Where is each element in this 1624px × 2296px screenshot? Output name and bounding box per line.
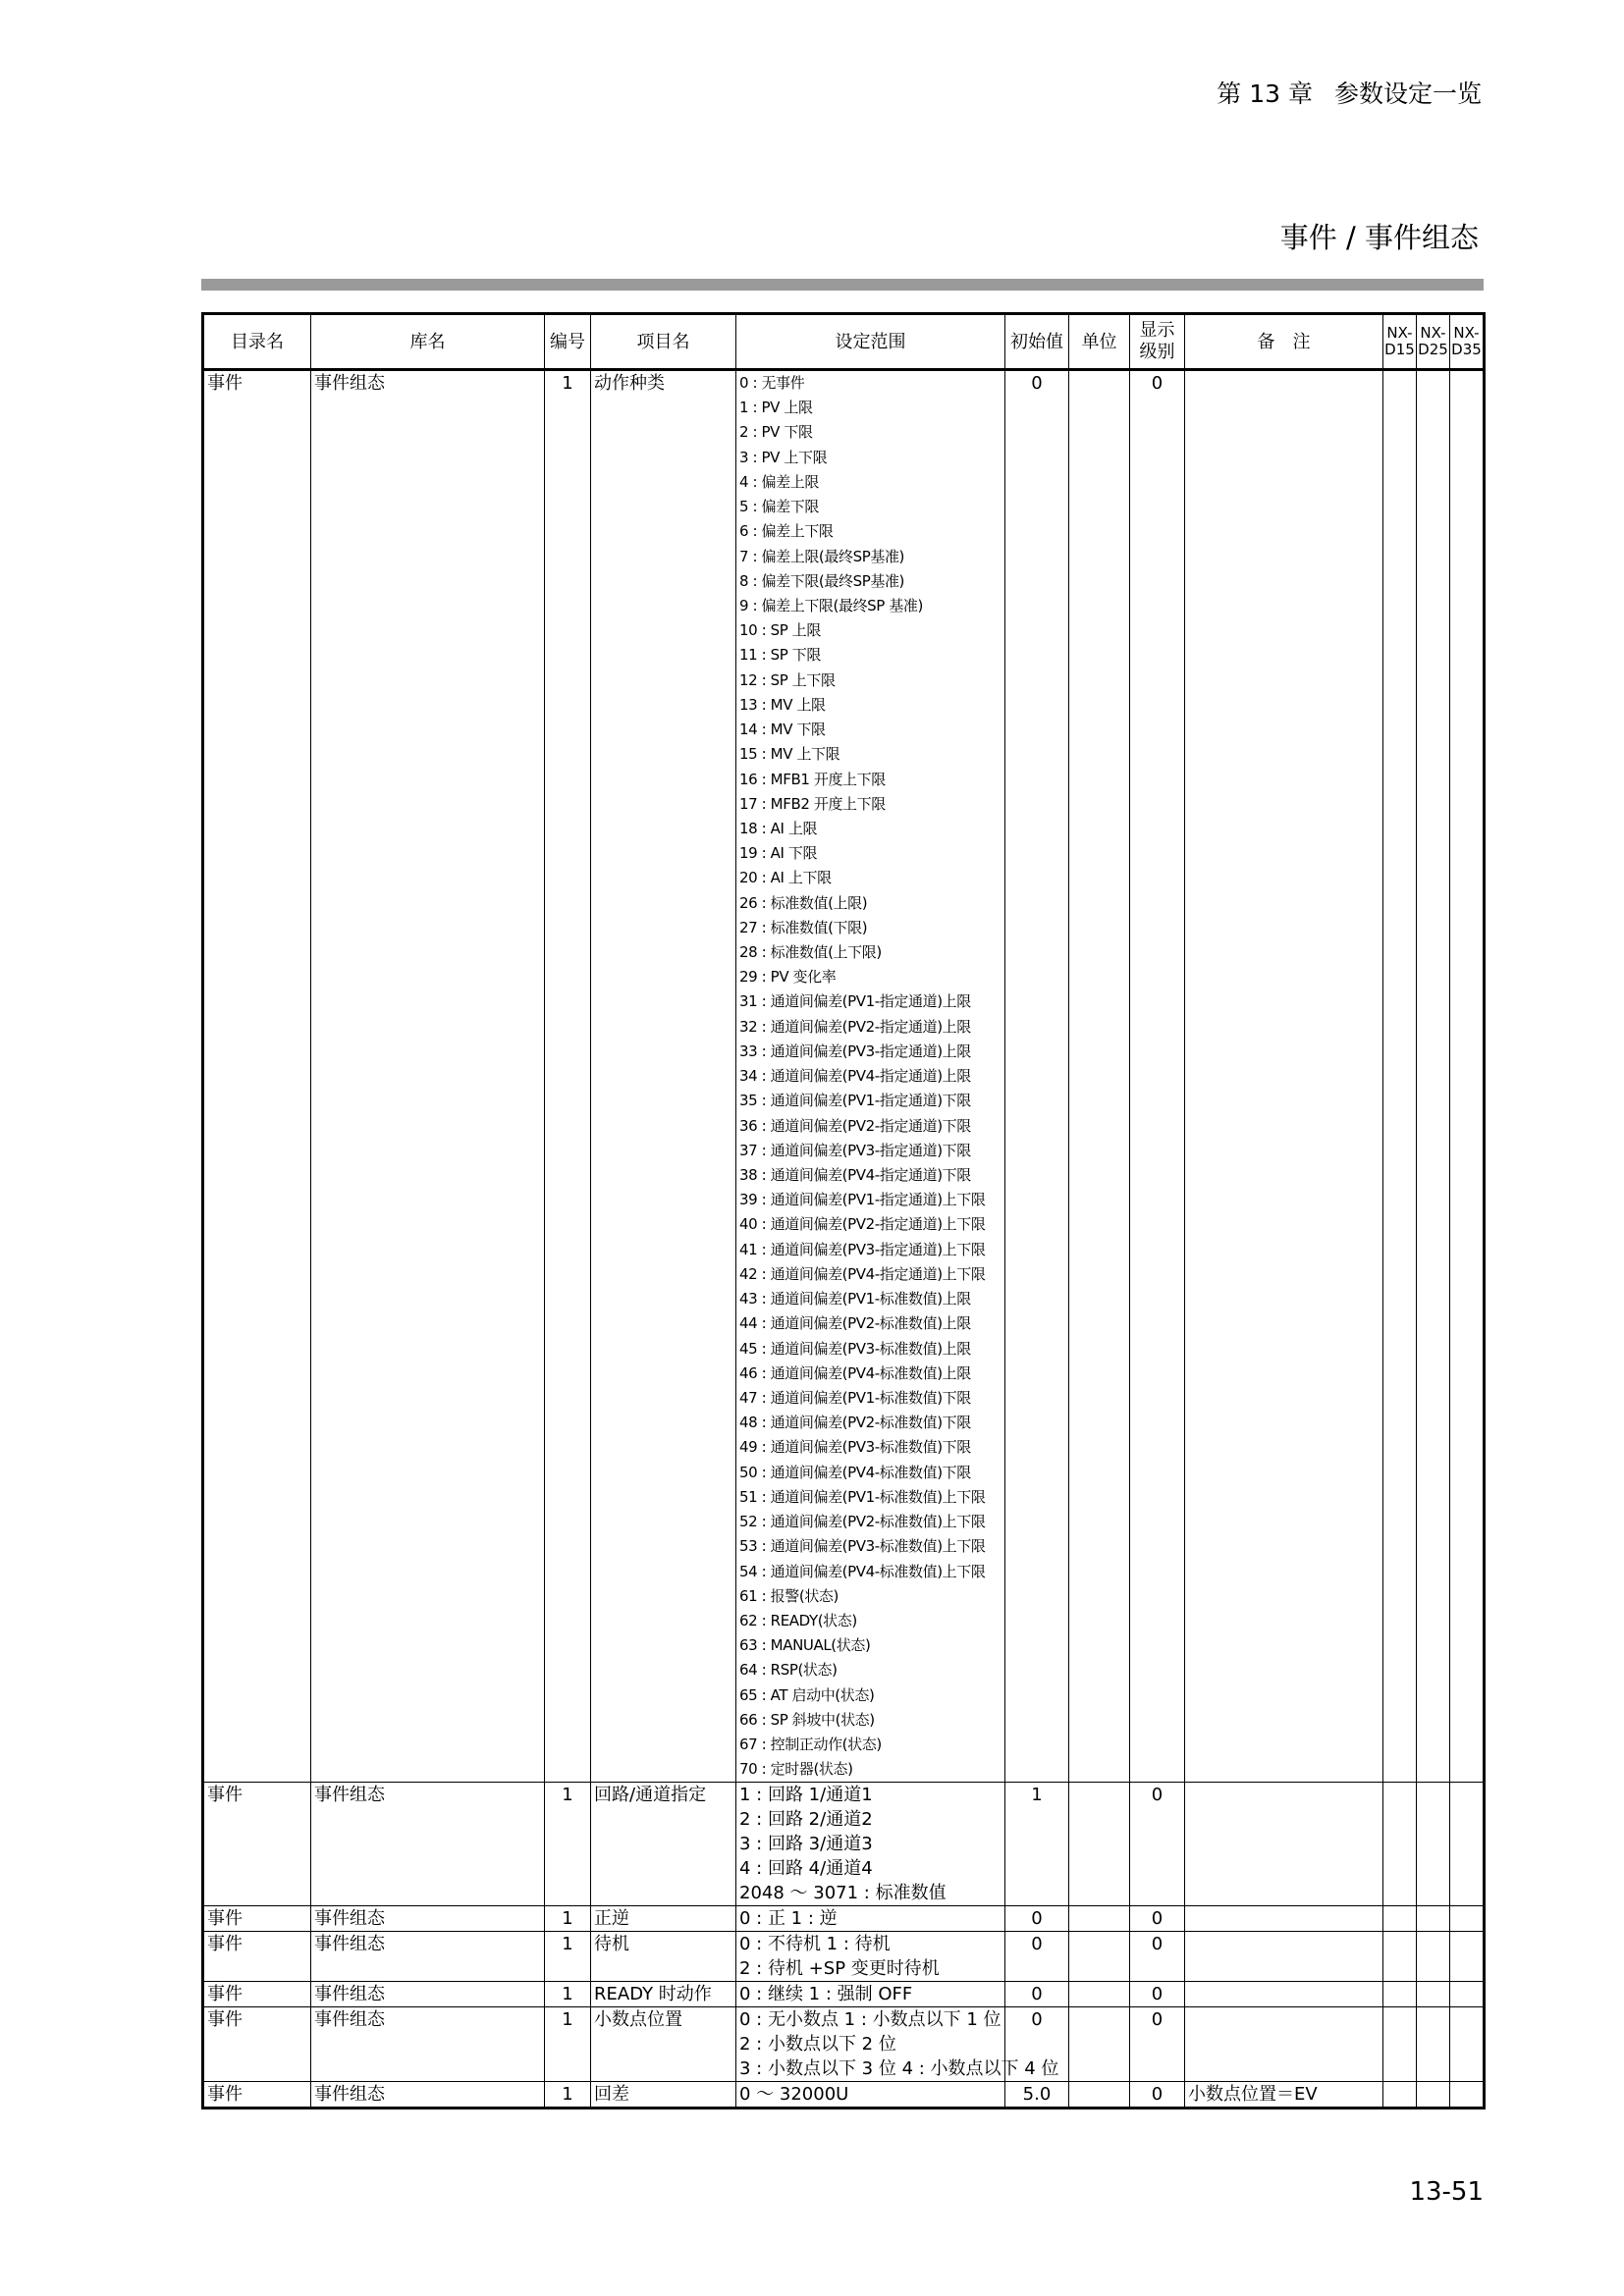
header-nx-prefix: NX- xyxy=(1420,324,1446,342)
header-range: 设定范围 xyxy=(736,314,1005,370)
range-option: 2048 ～ 3071 : 标准数值 xyxy=(739,1883,947,1904)
range-option: 11 : SP 下限 xyxy=(739,646,822,665)
cell-nx-d35 xyxy=(1450,2007,1485,2082)
cell-number: 1 xyxy=(545,1906,591,1932)
range-option: 34 : 通道间偏差(PV4-指定通道)上限 xyxy=(739,1067,971,1086)
cell-nx-d15 xyxy=(1383,1932,1417,1982)
range-option: 0 : 继续 1 : 强制 OFF xyxy=(739,1984,913,2005)
cell-remarks: 小数点位置＝EV xyxy=(1185,2082,1383,2109)
header-unit: 单位 xyxy=(1069,314,1130,370)
cell-nx-d25 xyxy=(1417,1982,1450,2007)
table-row xyxy=(203,1982,1485,2007)
cell-unit xyxy=(1069,1783,1130,1906)
range-option: 17 : MFB2 开度上下限 xyxy=(739,794,886,813)
cell-item: 动作种类 xyxy=(591,370,736,1783)
cell-nx-d35 xyxy=(1450,1932,1485,1982)
range-option: 31 : 通道间偏差(PV1-指定通道)上限 xyxy=(739,992,971,1011)
cell-level: 0 xyxy=(1130,1932,1185,1982)
range-option: 66 : SP 斜坡中(状态) xyxy=(739,1710,875,1729)
cell-level: 0 xyxy=(1130,1982,1185,2007)
cell-library: 事件组态 xyxy=(311,2082,545,2109)
range-option: 9 : 偏差上下限(最终SP 基准) xyxy=(739,596,923,614)
cell-level: 0 xyxy=(1130,2007,1185,2082)
cell-number: 1 xyxy=(545,2082,591,2109)
cell-initial: 5.0 xyxy=(1005,2082,1069,2109)
range-option: 54 : 通道间偏差(PV4-标准数值)上下限 xyxy=(739,1562,986,1580)
table-row xyxy=(203,2082,1485,2109)
cell-unit xyxy=(1069,370,1130,1783)
chapter-number: 第 13 章 xyxy=(1217,80,1313,108)
chapter-title: 参数设定一览 xyxy=(1333,80,1482,108)
range-option: 49 : 通道间偏差(PV3-标准数值)下限 xyxy=(739,1438,971,1457)
range-option: 5 : 偏差下限 xyxy=(739,498,819,516)
header-d15: D15 xyxy=(1384,341,1415,358)
range-option: 3 : 回路 3/通道3 xyxy=(739,1834,873,1855)
header-d35: D35 xyxy=(1451,341,1482,358)
range-option: 32 : 通道间偏差(PV2-指定通道)上限 xyxy=(739,1017,971,1036)
range-option: 18 : AI 上限 xyxy=(739,819,818,837)
cell-initial: 0 xyxy=(1005,2007,1069,2082)
cell-library: 事件组态 xyxy=(311,1906,545,1932)
header-remarks: 备 注 xyxy=(1185,314,1383,370)
cell-nx-d35 xyxy=(1450,1906,1485,1932)
range-option: 8 : 偏差下限(最终SP基准) xyxy=(739,571,905,590)
range-option: 47 : 通道间偏差(PV1-标准数值)下限 xyxy=(739,1388,971,1407)
cell-catalog: 事件 xyxy=(203,370,311,1783)
range-option: 20 : AI 上下限 xyxy=(739,869,832,887)
header-level-line1: 显示 xyxy=(1139,320,1175,341)
cell-initial: 0 xyxy=(1005,1982,1069,2007)
cell-unit xyxy=(1069,2007,1130,2082)
header-initial: 初始值 xyxy=(1005,314,1069,370)
cell-range xyxy=(736,2007,1059,2082)
range-option: 40 : 通道间偏差(PV2-指定通道)上下限 xyxy=(739,1215,986,1234)
cell-remarks xyxy=(1185,2007,1383,2082)
cell-remarks xyxy=(1185,1932,1383,1982)
cell-catalog: 事件 xyxy=(203,1982,311,2007)
cell-number: 1 xyxy=(545,1982,591,2007)
range-option: 0 : 正 1 : 逆 xyxy=(739,1908,838,1930)
range-option: 3 : 小数点以下 3 位 4 : 小数点以下 4 位 xyxy=(739,2058,1059,2080)
cell-library: 事件组态 xyxy=(311,1982,545,2007)
range-option: 13 : MV 上限 xyxy=(739,695,826,714)
range-option: 45 : 通道间偏差(PV3-标准数值)上限 xyxy=(739,1339,971,1358)
range-option: 0 : 无事件 xyxy=(739,374,805,392)
range-option: 29 : PV 变化率 xyxy=(739,968,837,987)
range-option: 2 : 小数点以下 2 位 xyxy=(739,2034,896,2056)
cell-level: 0 xyxy=(1130,370,1185,1783)
cell-range xyxy=(736,1932,1005,1982)
range-option: 28 : 标准数值(上下限) xyxy=(739,943,882,962)
header-nx-d15 xyxy=(1383,314,1417,370)
cell-nx-d35 xyxy=(1450,1783,1485,1906)
range-option: 6 : 偏差上下限 xyxy=(739,522,834,541)
table-row xyxy=(203,1783,1485,1906)
cell-range xyxy=(736,370,1005,1783)
table-row xyxy=(203,370,1485,1783)
range-option: 70 : 定时器(状态) xyxy=(739,1760,853,1779)
cell-initial: 0 xyxy=(1005,370,1069,1783)
cell-unit xyxy=(1069,1932,1130,1982)
range-option: 63 : MANUAL(状态) xyxy=(739,1636,871,1655)
range-option: 16 : MFB1 开度上下限 xyxy=(739,770,886,788)
cell-nx-d25 xyxy=(1417,1906,1450,1932)
cell-range xyxy=(736,1982,1005,2007)
cell-range xyxy=(736,2082,1005,2109)
header-nx-d35 xyxy=(1450,314,1485,370)
range-option: 62 : READY(状态) xyxy=(739,1611,857,1629)
range-option: 46 : 通道间偏差(PV4-标准数值)上限 xyxy=(739,1363,971,1382)
cell-catalog: 事件 xyxy=(203,2082,311,2109)
range-option: 48 : 通道间偏差(PV2-标准数值)下限 xyxy=(739,1414,971,1432)
cell-catalog: 事件 xyxy=(203,1783,311,1906)
range-option: 12 : SP 上下限 xyxy=(739,670,836,689)
cell-nx-d25 xyxy=(1417,2082,1450,2109)
range-option: 65 : AT 启动中(状态) xyxy=(739,1685,875,1704)
cell-item: 待机 xyxy=(591,1932,736,1982)
range-option: 2 : PV 下限 xyxy=(739,423,813,442)
range-option: 0 : 不待机 1 : 待机 xyxy=(739,1934,891,1955)
page-number: 13-51 xyxy=(1409,2177,1484,2207)
cell-remarks xyxy=(1185,1783,1383,1906)
parameter-table xyxy=(201,312,1486,2109)
cell-nx-d15 xyxy=(1383,2007,1417,2082)
cell-nx-d25 xyxy=(1417,370,1450,1783)
cell-library: 事件组态 xyxy=(311,370,545,1783)
cell-library: 事件组态 xyxy=(311,1932,545,1982)
cell-remarks xyxy=(1185,1982,1383,2007)
range-option: 43 : 通道间偏差(PV1-标准数值)上限 xyxy=(739,1290,971,1308)
header-d25: D25 xyxy=(1418,341,1448,358)
range-option: 4 : 偏差上限 xyxy=(739,472,819,491)
range-option: 35 : 通道间偏差(PV1-指定通道)下限 xyxy=(739,1092,971,1110)
cell-nx-d15 xyxy=(1383,1906,1417,1932)
header-nx-d25 xyxy=(1417,314,1450,370)
cell-unit xyxy=(1069,1906,1130,1932)
range-option: 4 : 回路 4/通道4 xyxy=(739,1858,873,1880)
cell-item: READY 时动作 xyxy=(591,1982,736,2007)
range-option: 44 : 通道间偏差(PV2-标准数值)上限 xyxy=(739,1314,971,1333)
cell-catalog: 事件 xyxy=(203,1932,311,1982)
cell-nx-d25 xyxy=(1417,2007,1450,2082)
range-option: 53 : 通道间偏差(PV3-标准数值)上下限 xyxy=(739,1537,986,1556)
range-option: 64 : RSP(状态) xyxy=(739,1661,838,1680)
range-option: 67 : 控制正动作(状态) xyxy=(739,1735,882,1754)
range-option: 61 : 报警(状态) xyxy=(739,1586,839,1605)
cell-level: 0 xyxy=(1130,1906,1185,1932)
range-option: 1 : PV 上限 xyxy=(739,399,813,417)
table-row xyxy=(203,2007,1485,2082)
cell-range xyxy=(736,1906,1005,1932)
cell-library: 事件组态 xyxy=(311,1783,545,1906)
range-option: 10 : SP 上限 xyxy=(739,621,822,640)
range-option: 33 : 通道间偏差(PV3-指定通道)上限 xyxy=(739,1041,971,1060)
cell-number: 1 xyxy=(545,1932,591,1982)
section-title: 事件 / 事件组态 xyxy=(1279,221,1479,254)
cell-item: 小数点位置 xyxy=(591,2007,736,2082)
table-row xyxy=(203,1906,1485,1932)
cell-nx-d35 xyxy=(1450,370,1485,1783)
cell-number: 1 xyxy=(545,1783,591,1906)
cell-number: 1 xyxy=(545,370,591,1783)
cell-nx-d15 xyxy=(1383,370,1417,1783)
cell-unit xyxy=(1069,1982,1130,2007)
range-option: 1 : 回路 1/通道1 xyxy=(739,1785,873,1806)
range-option: 36 : 通道间偏差(PV2-指定通道)下限 xyxy=(739,1116,971,1135)
header-nx-prefix: NX- xyxy=(1453,324,1480,342)
cell-nx-d15 xyxy=(1383,1982,1417,2007)
header-item: 项目名 xyxy=(591,314,736,370)
cell-catalog: 事件 xyxy=(203,2007,311,2082)
header-nx-prefix: NX- xyxy=(1386,324,1413,342)
range-option: 26 : 标准数值(上限) xyxy=(739,893,868,912)
range-option: 41 : 通道间偏差(PV3-指定通道)上下限 xyxy=(739,1240,986,1258)
range-option: 3 : PV 上下限 xyxy=(739,448,828,466)
cell-item: 正逆 xyxy=(591,1906,736,1932)
range-option: 2 : 待机 +SP 变更时待机 xyxy=(739,1958,940,1980)
cell-item: 回路/通道指定 xyxy=(591,1783,736,1906)
range-option: 0 ～ 32000U xyxy=(739,2084,849,2106)
cell-catalog: 事件 xyxy=(203,1906,311,1932)
range-option: 39 : 通道间偏差(PV1-指定通道)上下限 xyxy=(739,1191,986,1209)
cell-initial: 1 xyxy=(1005,1783,1069,1906)
cell-range xyxy=(736,1783,1005,1906)
range-option: 51 : 通道间偏差(PV1-标准数值)上下限 xyxy=(739,1487,986,1506)
cell-level: 0 xyxy=(1130,2082,1185,2109)
cell-nx-d35 xyxy=(1450,2082,1485,2109)
cell-number: 1 xyxy=(545,2007,591,2082)
range-option: 0 : 无小数点 1 : 小数点以下 1 位 xyxy=(739,2009,1001,2031)
range-option: 27 : 标准数值(下限) xyxy=(739,918,868,936)
header-number: 编号 xyxy=(545,314,591,370)
cell-item: 回差 xyxy=(591,2082,736,2109)
header-divider-bar xyxy=(201,279,1484,291)
header-library: 库名 xyxy=(311,314,545,370)
cell-nx-d35 xyxy=(1450,1982,1485,2007)
cell-initial: 0 xyxy=(1005,1932,1069,1982)
range-option: 19 : AI 下限 xyxy=(739,844,818,863)
cell-level: 0 xyxy=(1130,1783,1185,1906)
cell-remarks xyxy=(1185,370,1383,1783)
cell-nx-d15 xyxy=(1383,1783,1417,1906)
range-option: 38 : 通道间偏差(PV4-指定通道)下限 xyxy=(739,1166,971,1184)
range-option: 15 : MV 上下限 xyxy=(739,745,840,764)
header-level xyxy=(1130,314,1185,370)
header-catalog: 目录名 xyxy=(203,314,311,370)
cell-nx-d15 xyxy=(1383,2082,1417,2109)
cell-remarks xyxy=(1185,1906,1383,1932)
cell-nx-d25 xyxy=(1417,1932,1450,1982)
range-option: 2 : 回路 2/通道2 xyxy=(739,1809,873,1831)
header-level-line2: 级别 xyxy=(1139,342,1175,362)
range-option: 52 : 通道间偏差(PV2-标准数值)上下限 xyxy=(739,1513,986,1531)
cell-unit xyxy=(1069,2082,1130,2109)
chapter-heading xyxy=(1207,75,1482,110)
range-option: 50 : 通道间偏差(PV4-标准数值)下限 xyxy=(739,1463,971,1481)
cell-library: 事件组态 xyxy=(311,2007,545,2082)
table-row xyxy=(203,1932,1485,1982)
range-option: 37 : 通道间偏差(PV3-指定通道)下限 xyxy=(739,1141,971,1159)
cell-nx-d25 xyxy=(1417,1783,1450,1906)
table-header-row xyxy=(203,314,1485,370)
cell-initial: 0 xyxy=(1005,1906,1069,1932)
table-body xyxy=(203,370,1485,2109)
range-option: 14 : MV 下限 xyxy=(739,721,826,739)
range-option: 7 : 偏差上限(最终SP基准) xyxy=(739,547,905,565)
range-option: 42 : 通道间偏差(PV4-指定通道)上下限 xyxy=(739,1264,986,1283)
